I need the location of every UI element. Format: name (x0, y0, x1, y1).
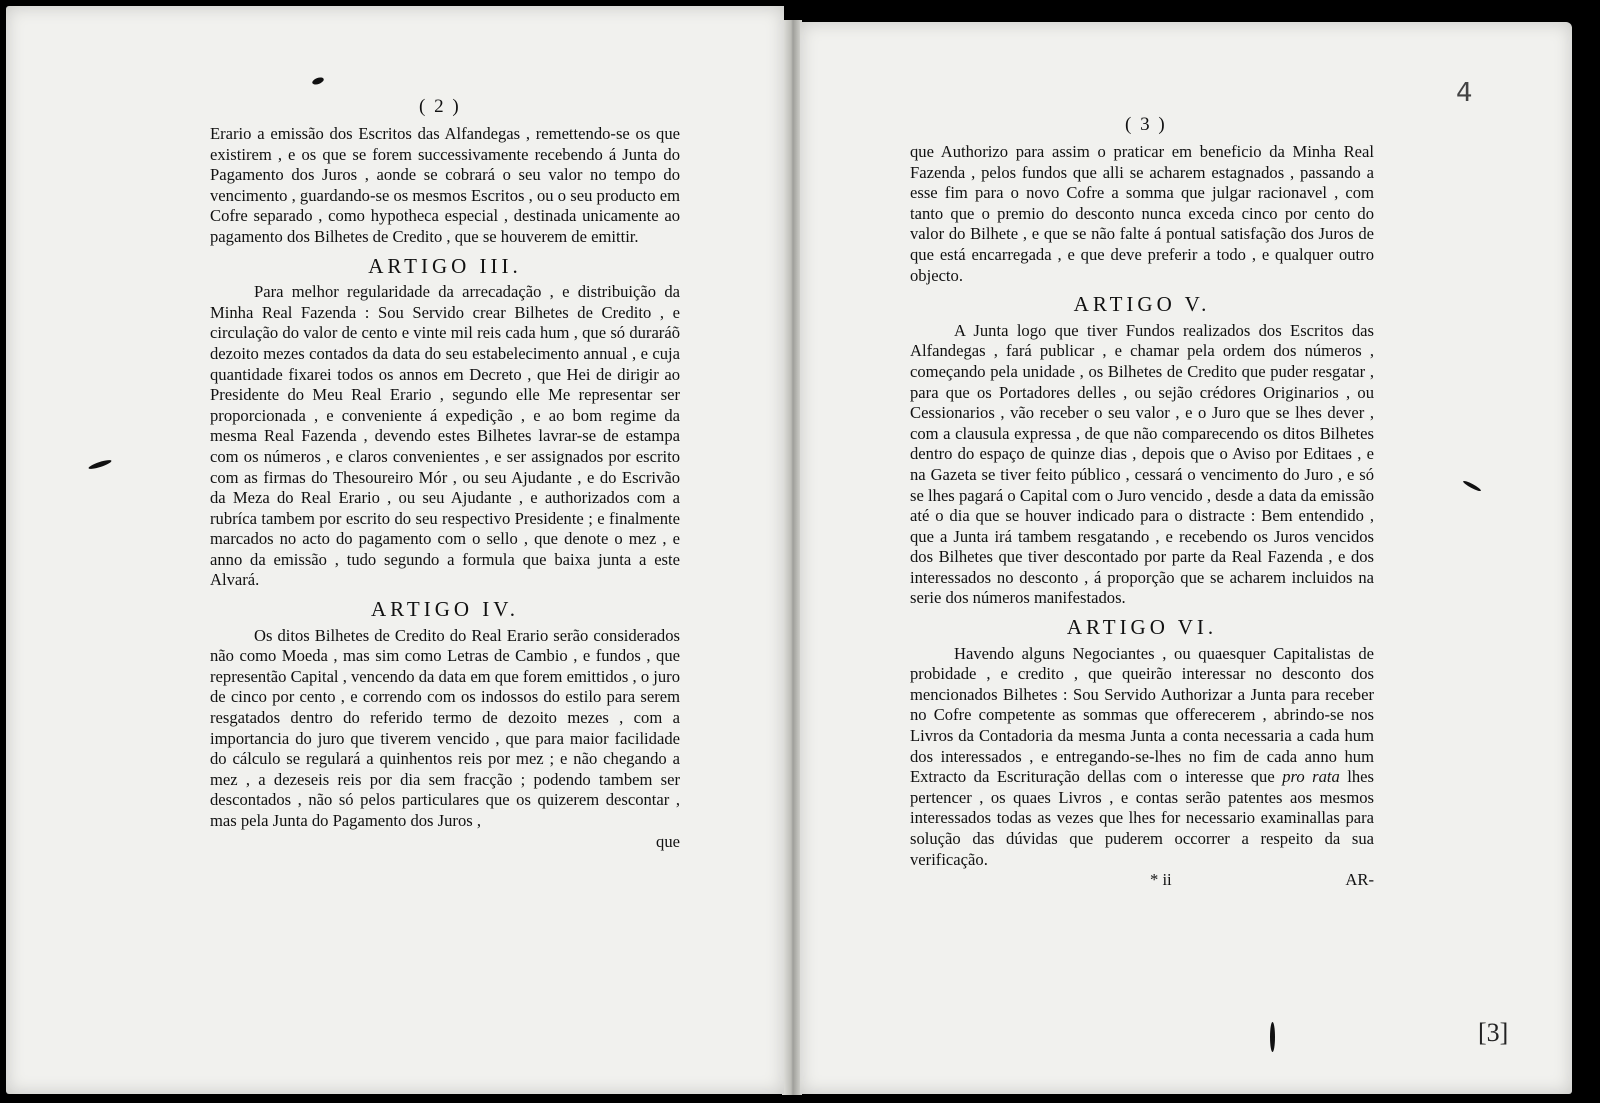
heading-artigo-6: ARTIGO VI. (1066, 615, 1218, 640)
left-page-number: ( 2 ) (419, 96, 461, 117)
catchword: AR- (1345, 870, 1374, 890)
paragraph-artigo-6 (910, 644, 1374, 871)
ink-blot (1270, 1022, 1275, 1052)
pencil-folio-number: 4 (1456, 78, 1473, 108)
folio-stamp: [3] (1478, 1018, 1509, 1047)
heading-artigo-4: ARTIGO IV. (370, 597, 519, 622)
right-text-column (910, 142, 1374, 892)
italic-text-run: pro rata (1282, 767, 1340, 787)
ink-blot (311, 76, 324, 86)
paragraph-artigo-5: A Junta logo que tiver Fundos realizados dos Escritos das Alfandegas , fará publicar , e chamar pela ordem dos números , começando pela unidade , os Bilhetes de Credito que puder resgatar , para que os Portadores delles , ou sejão crédores Originarios , ou Cessionarios , vão receber o seu valor , e o Juro que se lhes dever , com a clausula expressa , de que não comparecendo os ditos Bilhetes dentro do espaço de quinze dias , depois que o Aviso por Editaes , e na Gazeta se tiver feito público , cessará o vencimento do Juro , e só se lhes pagará o Capital com o Juro vencido , desde a data da emissão até o dia que se houver indicado para o distracte : Bem entendido , que a Junta irá tambem resgatando , e recebendo os Juros vencidos dos Bilhetes que tiver descontado por parte da Real Fazenda , e dos interessados no desconto , á proporção que se acharem incluidos na serie dos números manifestados. (910, 320, 1374, 608)
text-run: Havendo alguns Negociantes , ou quaesquer Capitalistas de probidade , e credito , que queirão interessar no desconto dos mencionados Bilhetes : Sou Servido Authorizar a Junta para receber no Cofre competente as sommas que offerecerem , abrindo-se nos Livros da Contadoria da mesma Junta a conta necessaria a cada hum dos interessados , e entregando-se-lhes no fim de cada anno hum Extracto da Escrituração dellas com o interesse que (910, 643, 1374, 787)
catchword: que (656, 831, 680, 851)
text-run: lhes pertencer , os quaes Livros , e contas serão patentes aos mesmos interessados todas as vezes que lhes for necessario examinallas para solução das dúvidas que puderem occorrer a respeito da sua verificação. (910, 767, 1374, 869)
paragraph-opening: que Authorizo para assim o praticar em beneficio da Minha Real Fazenda , pelos fundos que alli se acharem estagnados , passando a esse fim para o novo Cofre a somma que julgar racionavel , com tanto que o premio do desconto nunca exceda cinco por cento do valor do Bilhete , e que se não falte á pontual satisfação dos Juros de que está encarregada , e que deve preferir a todo , e qualquer outro objecto. (910, 142, 1374, 285)
ink-blot (88, 458, 112, 470)
right-page-number: ( 3 ) (1125, 114, 1167, 135)
signature-mark: * ii (1150, 870, 1172, 890)
paragraph: Erario a emissão dos Escritos das Alfandegas , remettendo-se os que existirem , e os que se forem successivamente recebendo á Junta do Pagamento dos Juros , aonde se cobrará o seu valor no tempo do vencimento , guardando-se os mesmos Escritos , ou o seu producto em Cofre separado , como hypotheca especial , destinada unicamente ao pagamento dos Bilhetes de Credito , que se houverem de emittir. (210, 124, 680, 246)
ink-blot (1462, 480, 1482, 493)
paragraph-artigo-3: Para melhor regularidade da arrecadação , e distribuição da Minha Real Fazenda : Sou Servido crear Bilhetes de Credito , e circulação do valor de cento e vinte mil reis cada hum , que só duraráõ dezoito mezes contados da data do seu estabelecimento annual , e cuja quantidade fixarei todos os annos em Decreto , que Hei de dirigir ao Presidente do Meu Real Erario , segundo elle Me representar ser proporcionada , e conveniente á expedição , e ao bom regime da mesma Real Fazenda , devendo estes Bilhetes lavrar-se de estampa com os números , e claros convenientes , e ser assignados por escrito com as firmas do Thesoureiro Mór , ou seu Ajudante , e do Escrivão da Meza do Real Erario , ou seu Ajudante , e authorizados com a rubríca tambem por escrito do seu respectivo Presidente ; e finalmente marcados no acto do pagamento com o sello , que denote o mez , e anno da emissão , tudo segundo a formula que baixa junta a este Alvará. (210, 282, 680, 590)
paragraph-artigo-4: Os ditos Bilhetes de Credito do Real Erario serão considerados não como Moeda , mas sim como Letras de Cambio , e fundos , que representão Capital , vencendo da data em que forem emittidos , o juro de cinco por cento , e correndo com os indossos do estilo para serem resgatados dentro do referido termo de dezoito mezes , com a importancia do juro que tiverem vencido , que para maior facilidade do cálculo se regulará a quinhentos reis por mez ; e não chegando a mez , a dezeseis reis por dia sem fracção ; podendo tambem ser descontados , não só pelos particulares que os quizerem descontar , mas pela Junta do Pagamento dos Juros , (210, 625, 680, 830)
heading-artigo-5: ARTIGO V. (1073, 292, 1211, 317)
heading-artigo-3: ARTIGO III. (368, 253, 522, 278)
book-spine (782, 20, 802, 1095)
page-footer (910, 870, 1374, 892)
left-text-column (210, 124, 680, 852)
